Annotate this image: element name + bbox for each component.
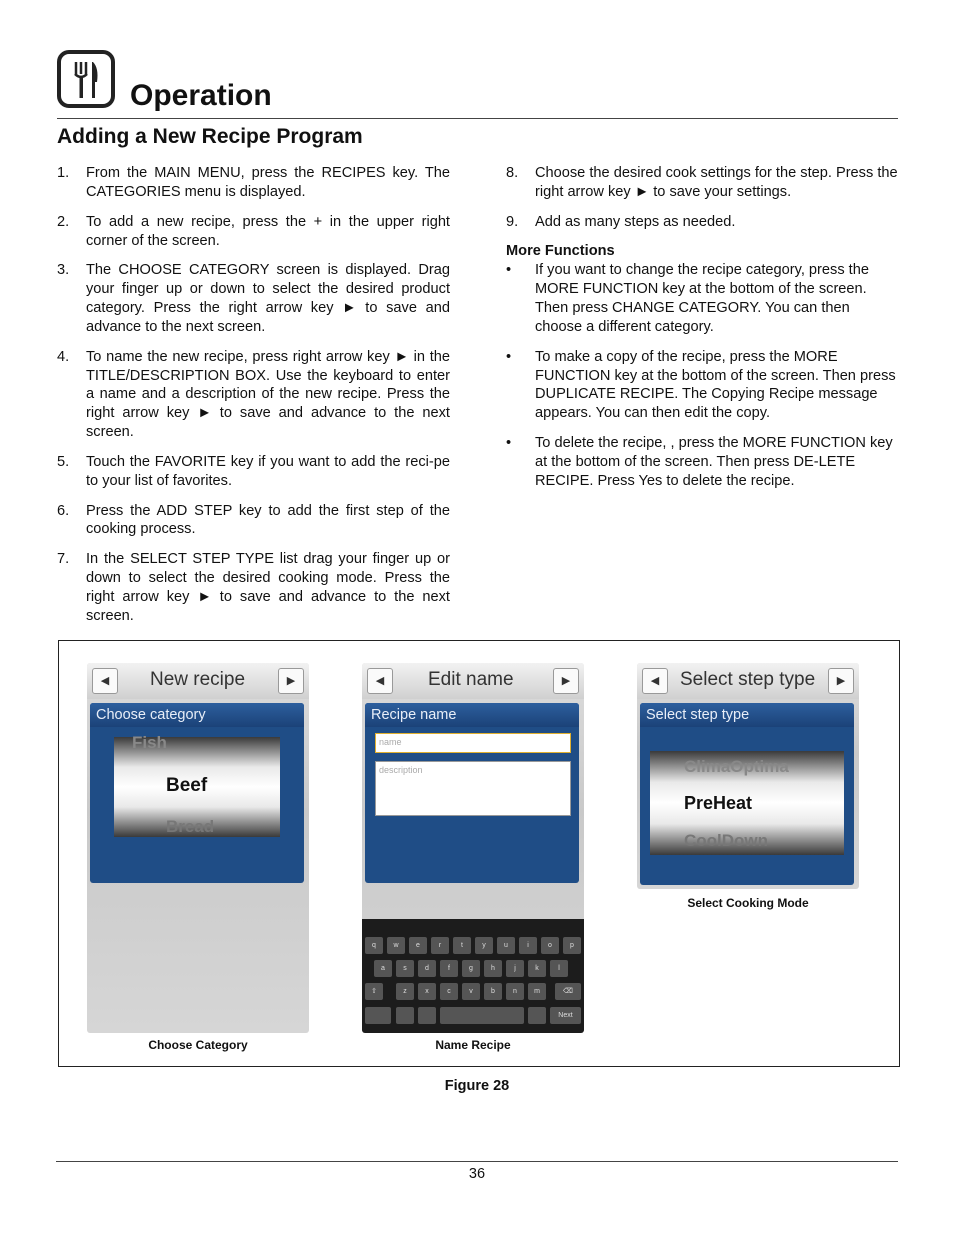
back-arrow-icon[interactable]: ◀: [642, 668, 668, 694]
screen-caption: Choose Category: [148, 1038, 248, 1052]
step-text: To add a new recipe, press the + in the upper right corner of the screen.: [86, 213, 450, 249]
step-number: 9.: [506, 213, 519, 230]
panel-title: Recipe name: [365, 703, 579, 727]
next-key[interactable]: Next: [550, 1007, 581, 1024]
bullet-mark: •: [506, 348, 512, 365]
figure-box: [58, 640, 900, 1067]
key[interactable]: r: [431, 937, 449, 954]
key[interactable]: f: [440, 960, 458, 977]
key[interactable]: s: [396, 960, 414, 977]
key[interactable]: d: [418, 960, 436, 977]
key[interactable]: m: [528, 983, 546, 1000]
screen-caption: Name Recipe: [435, 1038, 511, 1052]
step-number: 8.: [506, 165, 519, 181]
backspace-key-icon[interactable]: ⌫: [555, 983, 581, 1000]
key[interactable]: w: [387, 937, 405, 954]
name-field[interactable]: name: [375, 733, 571, 753]
page-number: 36: [468, 1166, 486, 1182]
space-key[interactable]: [440, 1007, 524, 1024]
key[interactable]: e: [409, 937, 427, 954]
key[interactable]: o: [541, 937, 559, 954]
forward-arrow-icon[interactable]: ▶: [278, 668, 304, 694]
key[interactable]: q: [365, 937, 383, 954]
key[interactable]: i: [519, 937, 537, 954]
description-field[interactable]: description: [375, 761, 571, 816]
step-type-picker[interactable]: [650, 751, 844, 855]
bullet-mark: •: [506, 262, 512, 279]
screen-select-step-type: [637, 663, 859, 889]
keyboard-row: [362, 937, 584, 957]
more-functions-heading: More Functions: [506, 243, 615, 260]
key[interactable]: [418, 1007, 436, 1024]
step-text: Touch the FAVORITE key if you want to add the reci-pe to your list of favorites.: [86, 453, 450, 489]
steps-left-column: [57, 164, 450, 637]
key[interactable]: j: [506, 960, 524, 977]
bullet-text: If you want to change the recipe category, press the MORE FUNCTION key at the bottom of the screen. Then press CHANGE CATEGORY. You can then choose a different category.: [535, 262, 869, 335]
step-text: Press the ADD STEP key to add the first step of the cooking process.: [86, 502, 450, 538]
step-item: [57, 453, 450, 491]
screen-name-recipe: [362, 663, 584, 1033]
step-text: From the MAIN MENU, press the RECIPES key. The CATEGORIES menu is displayed.: [86, 165, 450, 200]
step-item: [57, 502, 450, 540]
keyboard-row: [362, 960, 584, 980]
step-item: [506, 213, 900, 232]
step-number: 3.: [57, 262, 70, 279]
step-item: [506, 164, 900, 202]
screen-caption: Select Cooking Mode: [687, 896, 809, 910]
bullet-item: [506, 434, 900, 491]
forward-arrow-icon[interactable]: ▶: [828, 668, 854, 694]
key[interactable]: l: [550, 960, 568, 977]
bullet-text: To delete the recipe, , press the MORE FUNCTION key at the bottom of the screen. Then press DE-LETE RECIPE. Press Yes to delete the recipe.: [535, 435, 893, 489]
keyboard-row: [362, 1007, 584, 1027]
key[interactable]: v: [462, 983, 480, 1000]
key[interactable]: n: [506, 983, 524, 1000]
key[interactable]: a: [374, 960, 392, 977]
keyboard-row: [362, 983, 584, 1003]
picker-item[interactable]: CoolDown: [684, 831, 769, 850]
section-title: Adding a New Recipe Program: [57, 125, 363, 148]
step-item: [57, 213, 450, 251]
panel-title: Choose category: [90, 703, 304, 727]
back-arrow-icon[interactable]: ◀: [92, 668, 118, 694]
footer-divider: [56, 1161, 898, 1162]
key[interactable]: t: [453, 937, 471, 954]
step-number: 4.: [57, 348, 70, 365]
header-divider: [57, 118, 898, 119]
key[interactable]: x: [418, 983, 436, 1000]
bullet-text: To make a copy of the recipe, press the MORE FUNCTION key at the bottom of the screen. Then press DUPLICATE RECIPE. The Copying Recipe message appears. You can then edit the copy.: [535, 348, 896, 422]
step-text: To name the new recipe, press right arrow key ► in the TITLE/DESCRIPTION BOX. Use the keyboard to enter a name and a description of the new recipe. Press the right arrow key ► to save and advance to the next screen.: [86, 348, 450, 441]
utensils-icon: [57, 50, 115, 108]
step-type-panel: [640, 703, 854, 885]
onscreen-keyboard[interactable]: [362, 919, 584, 1033]
screen-choose-category: [87, 663, 309, 1033]
key[interactable]: k: [528, 960, 546, 977]
key[interactable]: g: [462, 960, 480, 977]
category-picker[interactable]: [114, 733, 280, 837]
key[interactable]: p: [563, 937, 581, 954]
step-number: 2.: [57, 213, 70, 230]
key[interactable]: b: [484, 983, 502, 1000]
picker-item[interactable]: Fish: [132, 733, 167, 752]
bullet-item: [506, 348, 900, 424]
shift-key-icon[interactable]: ⇧: [365, 983, 383, 1000]
step-text: The CHOOSE CATEGORY screen is displayed. Drag your finger up or down to select the desired product category. Press the right arrow key ► to save and advance to the next screen.: [86, 262, 450, 335]
forward-arrow-icon[interactable]: ▶: [553, 668, 579, 694]
step-item: [57, 261, 450, 337]
panel-title: Select step type: [640, 703, 854, 727]
step-number: 5.: [57, 453, 70, 470]
step-item: [57, 348, 450, 443]
bullet-item: [506, 261, 900, 337]
key[interactable]: z: [396, 983, 414, 1000]
bullet-mark: •: [506, 435, 512, 452]
key[interactable]: h: [484, 960, 502, 977]
symbols-key[interactable]: [365, 1007, 391, 1024]
page-title: Operation: [130, 79, 272, 112]
screen-title: New recipe: [150, 669, 246, 690]
step-text: In the SELECT STEP TYPE list drag your finger up or down to select the desired cooking mode. Press the right arrow key ► to save and advance to the next screen.: [86, 551, 450, 624]
picker-item[interactable]: ClimaOptima: [684, 757, 789, 776]
step-number: 6.: [57, 502, 70, 519]
step-text: Choose the desired cook settings for the step. Press the right arrow key ► to save your settings.: [535, 165, 898, 200]
screen-title: Edit name: [428, 669, 514, 690]
step-number: 1.: [57, 165, 70, 181]
category-panel: [90, 703, 304, 883]
back-arrow-icon[interactable]: ◀: [367, 668, 393, 694]
step-text: Add as many steps as needed.: [535, 213, 736, 230]
picker-item-selected[interactable]: Beef: [166, 775, 208, 796]
steps-right-column: [506, 164, 900, 502]
key[interactable]: c: [440, 983, 458, 1000]
key[interactable]: y: [475, 937, 493, 954]
key[interactable]: u: [497, 937, 515, 954]
recipe-name-panel: [365, 703, 579, 883]
step-item: [57, 164, 450, 202]
step-item: [57, 550, 450, 626]
picker-item-selected[interactable]: PreHeat: [684, 793, 753, 813]
picker-item[interactable]: Bread: [166, 817, 215, 836]
step-number: 7.: [57, 551, 70, 568]
settings-key-icon[interactable]: [396, 1007, 414, 1024]
key[interactable]: [528, 1007, 546, 1024]
figure-label: Figure 28: [444, 1078, 510, 1094]
screen-title: Select step type: [680, 669, 816, 690]
